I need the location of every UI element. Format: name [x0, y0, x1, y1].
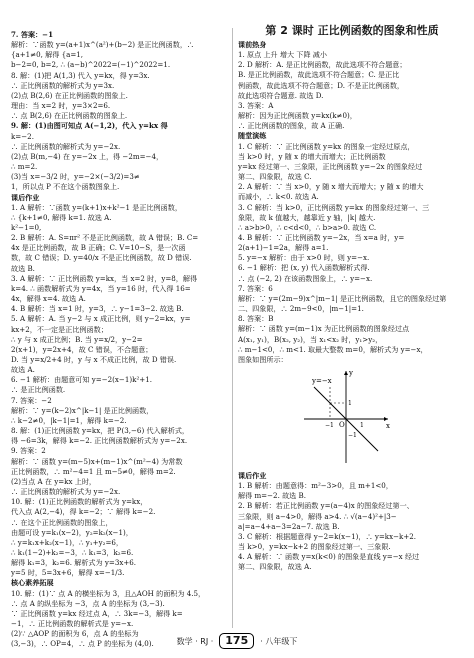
text-line: 2(a+1)−1=2a，解得 a=1. — [238, 243, 329, 253]
text-line: 故选 B. — [11, 263, 35, 273]
tick-label-y-neg: −1 — [348, 432, 357, 439]
text-line: 由题可设 y=k₁(x−2)，y₂=k₂(x−1)， — [11, 527, 133, 537]
text-line: y=5 时，5=3x+6，解得 x=−1/3. — [11, 568, 125, 578]
section-heading: 随堂演练 — [238, 131, 267, 141]
text-line: 5. A 解析：A. 当 y−2 与 x 成正比例，则 y−2=kx，y= — [11, 314, 191, 324]
text-line: (3,−3)，∴ OP=4，∴ 点 P 的坐标为 (4,0). — [11, 639, 154, 649]
text-line: 故选 A. — [11, 365, 35, 375]
text-line: 第二、四象限，故选 C. — [238, 172, 312, 182]
text-line: k=−2. — [11, 131, 34, 141]
text-line: 4x 是正比例函数，故 B 正确；C. V=10−S，是一次函 — [11, 243, 186, 253]
text-line: 例函数，故此选项不符合题意；D. 不是正比例函数， — [238, 80, 405, 90]
tick-label-x-pos: 1 — [360, 422, 364, 429]
text-line: 10. 解：(1)正比例函数的解析式为 y=kx， — [11, 497, 148, 507]
text-line: (3)当 x=−3/2 时，y=−2×(−3/2)=3≠ — [11, 172, 140, 182]
tick-label-y-pos: 1 — [348, 400, 352, 407]
right-column — [238, 24, 466, 573]
text-line: ∴ 正比例函数的解析式为 y=−2x. — [11, 141, 121, 151]
text-line: 2. B 解析：A. S=πr² 不是正比例函数，故 A 错误；B. C= — [11, 233, 199, 243]
text-line: ∴ m−1<0，∴ m<1. 取最大整数 m=0，解析式为 y=−x， — [238, 344, 428, 354]
footer-grade: · 八年级下 — [260, 636, 298, 646]
text-line: 7. 答案：−2 — [11, 395, 52, 405]
page-footer — [0, 630, 474, 652]
text-line: 象限，故 k 值越大，越靠近 y 轴，|k| 越大. — [238, 212, 376, 222]
text-line: 1. A 解析：∵函数 y=(k+1)x+k²−1 是正比例函数， — [11, 202, 182, 212]
text-line: ∴ k−2≠0，|k−1|=1，解得 k=−2. — [11, 415, 127, 425]
footer-subject: 数学 · RJ · — [176, 636, 214, 646]
text-line: 10. 解：(1)∵ 点 A 的横坐标为 3，且△AOH 的面积为 4.5， — [11, 588, 206, 598]
text-line: 8. 答案：B — [238, 314, 274, 324]
text-line: ∴ 正比例函数的图象，故 A 正确. — [238, 121, 345, 131]
text-line: b−2=0, b=2, ∴ (a−b)^2022=(−1)^2022=1. — [11, 60, 171, 70]
text-line: 解析：∵ y=(2m−9)x^|m−1| 是正比例函数，且它的图象经过第 — [238, 293, 447, 303]
text-line: ∴ 点 A 的纵坐标为 −3，点 A 的坐标为 (3,−3). — [11, 598, 165, 608]
text-line: a|=a−4+a−3=2a−7. 故选 B. — [238, 521, 340, 531]
text-line: ∴ {k+1≠0, 解得 k=1. 故选 A. — [11, 212, 112, 222]
text-line: 而减小，∴ k<0. 故选 A. — [238, 192, 319, 202]
section-heading: 课后作业 — [238, 471, 267, 480]
origin-label: O — [339, 421, 345, 429]
text-line: 二、四象限，∴ 2m−9<0，|m−1|=1. — [238, 304, 364, 314]
y-axis-label: y — [349, 369, 353, 377]
text-line: 解得 k₁=3，k₂=6. 解析式为 y=3x+6. — [11, 558, 137, 568]
text-line: 8. 解：(1)把 A(1,3) 代入 y=kx，得 y=3x. — [11, 70, 150, 80]
text-line: 4. B 解析：∵ 正比例函数 y=−2x，当 x=a 时，y= — [238, 232, 405, 242]
right-column-text-after — [238, 471, 466, 573]
y-axis-arrow — [344, 371, 348, 375]
text-line: ∴ a>b>0，∴ c<d<0，∴ b>a>0. 故选 C. — [238, 222, 377, 232]
text-line: ∴ k₁(1−2)+k₂=−3，∴ k₁=3，k₂=6. — [11, 547, 134, 557]
text-line: 代入点 A(2,−4)，得 k=−2；∵ 解得 k=−2. — [11, 507, 156, 517]
text-line: ∴ y 与 x 成正比例；B. 当 y=x/2，y−2= — [11, 334, 143, 344]
text-line: 当 k>0，y=kx−k+2 的图象经过第一、三象限. — [238, 542, 391, 552]
text-line: 5. y=−x 解析：由于 x>0 时，则 y=−x. — [238, 253, 370, 263]
text-line: 3. 答案：A — [238, 100, 274, 110]
tick-label-x-neg: −1 — [325, 422, 334, 429]
text-line: 1，所以点 P 不在这个函数图象上. — [11, 182, 120, 192]
lesson-title: 第 2 课时 正比例函数的图象和性质 — [265, 24, 439, 37]
text-line: 图象如图所示： — [238, 354, 288, 364]
text-line: A(x₁, y₁)，B(x₂, y₂)，当 x₁<x₂ 时，y₁>y₂， — [238, 334, 383, 344]
text-line: 3. C 解析：根据题意得 y−2=k(x−1)，∴ y=kx−k+2. — [238, 531, 417, 541]
text-line: k²−1=0, — [11, 222, 42, 232]
text-line: 解析：因为正比例函数 y=kx(k≠0)， — [238, 111, 357, 121]
text-line: D. 当 y=x/2+4 时，y 与 x 不成正比例，故 D 错误. — [11, 355, 177, 364]
text-line: ∴ m=2. — [11, 162, 38, 172]
text-line: B. 是正比例函数，故此选项不符合题意；C. 是正比 — [238, 70, 400, 80]
text-line: (2)∵ △AOP 的面积为 6，点 A 的坐标为 — [11, 629, 139, 639]
text-line: 三象限，则 a−4>0，解得 a>4. ∴ √(a−4)²+|3− — [238, 511, 397, 521]
text-line: 数，故 C 错误；D. y=40/x 不是正比例函数，故 D 错误. — [11, 253, 192, 263]
text-line: ∵ 正比例函数 y=kx 经过点 A，∴ 3k=−3，解得 k= — [11, 608, 183, 618]
text-line: 4. B 解析：当 x=1 时，y=3，∴ y−1=3−2. 故选 B. — [11, 304, 184, 314]
text-line: {a+1≠0, 解得 {a=1, — [11, 50, 84, 60]
text-line: 2. D 解析：A. 是正比例函数，故此选项不符合题意； — [238, 60, 407, 70]
text-line: 4x，解得 x=4. 故选 A. — [11, 294, 86, 304]
text-line: (2)点 B(2,6) 在正比例函数的图象上. — [11, 90, 128, 100]
page-number: 175 — [219, 633, 254, 649]
x-axis-label: x — [386, 422, 390, 430]
text-line: 4. A 解析：∵ 函数 y=x(k<0) 的图象是直线 y=−x 经过 — [238, 552, 420, 562]
left-column — [11, 30, 226, 650]
text-line: 1. C 解析：∵ 正比例函数 y=kx 的图象一定经过原点， — [238, 141, 415, 151]
text-line: 7. 答案：6 — [238, 283, 273, 293]
graph-svg — [300, 367, 392, 467]
text-line: ∴ 点 (−2, 2) 在该函数图象上，∴ y=−x. — [238, 273, 373, 283]
text-line: 解析：∵函数 y=(a+1)x^(a²)+(b−2) 是正比例函数，∴ — [11, 40, 195, 50]
section-heading: 核心素养拓展 — [11, 578, 54, 588]
text-line: (2)当点 A 在 y=kx 上时， — [11, 476, 97, 486]
text-line: 3. A 解析：∵ 正比例函数 y=kx，当 x=2 时，y=8，解得 — [11, 273, 198, 283]
x-axis-arrow — [384, 417, 388, 421]
column-divider — [232, 28, 233, 628]
text-line: 2. A 解析：∵ 当 x>0，y 随 x 增大而增大；y 随 x 的增大 — [238, 182, 424, 192]
text-line: ∴ 点 B(2,6) 在正比例函数的图象上. — [11, 111, 128, 121]
text-line: 解得 m=−2. 故选 B. — [238, 491, 306, 501]
text-line: 得 −6=3k，解得 k=−2. 正比例函数解析式为 y=−2x. — [11, 436, 188, 446]
text-line: ∴ 正比例函数的解析式为 y=3x. — [11, 80, 115, 90]
text-line: 解析：∵ 函数 y=(m−1)x 为正比例函数的图象经过点 — [238, 324, 410, 334]
text-line: 理由：当 x=2 时，y=3×2=6. — [11, 101, 111, 111]
text-line: 1. B 解析：由题意得：m²−3>0，且 m+1<0， — [238, 481, 393, 491]
text-line: 2(x+1)，y=2x+4，故 C 错误，不合题意； — [11, 344, 153, 354]
text-line: 9. 解：(1)由图可知点 A(−1,2)，代入 y=kx 得 — [11, 121, 168, 131]
text-line: ∴ 是正比例函数. — [11, 385, 66, 395]
section-heading: 课后作业 — [11, 192, 40, 202]
text-line: 9. 答案：2 — [11, 446, 46, 456]
text-line: 3. C 解析：当 k>0，正比例函数 y=kx 的图象经过第一、三 — [238, 202, 430, 212]
text-line: 当 k>0 时，y 随 x 的增大而增大；正比例函数 — [238, 151, 386, 161]
text-line: 解析：∵ y=(k−2)x^|k−1| 是正比例函数， — [11, 405, 154, 415]
text-line: 6. −1 解析：把 (x, y) 代入函数解析式得. — [238, 263, 370, 273]
text-line: 1. 原点 上升 增大 下降 减小 — [238, 50, 327, 60]
text-line: y=kx 经过第一、三象限，正比例函数 y=−2x 的图象经过 — [238, 161, 423, 171]
text-line: k=4. ∴ 函数解析式为 y=4x，当 y=16 时，代入得 16= — [11, 283, 191, 293]
text-line: ∴ 在这个正比例函数的图象上， — [11, 517, 113, 527]
text-line: ∴ 正比例函数的解析式为 y=−2x. — [11, 487, 121, 497]
text-line: 解析：∵ 函数 y=(m−5)x+(m−1)x^(m²−4) 为常数 — [11, 456, 183, 466]
line-label: y=−x — [312, 377, 332, 385]
function-graph — [238, 367, 466, 469]
text-line: −1，∴ 正比例函数的解析式是 y=−x. — [11, 619, 134, 629]
text-line: ∴ y=k₁x+k₂(x−1)，∴ y₁+y₂=6， — [11, 537, 124, 547]
section-heading: 课前热身 — [238, 40, 267, 49]
text-line: 8. 解：(1)正比例函数 y=kx，把 P(3,−6) 代入解析式， — [11, 426, 190, 436]
text-line: (2)点 B(m,−4) 在 y=−2x 上，得 −2m=−4， — [11, 151, 164, 161]
text-line: 故此选项符合题意. 故选 D. — [238, 90, 324, 100]
text-line: 2. B 解析：若正比例函数 y=(a−4)x 的图象经过第一、 — [238, 501, 414, 511]
text-line: kx+2，不一定是正比例函数； — [11, 324, 108, 334]
text-line: 正比例函数，∴ m²−4=1 且 m−5≠0，解得 m=2. — [11, 466, 176, 476]
text-line: 第二、四象限，故选 A. — [238, 562, 312, 572]
text-line: 7. 答案：−1 — [11, 30, 54, 39]
text-line: 6. −1 解析：由题意可知 y=−2(x−1)k²+1. — [11, 375, 152, 385]
right-column-text — [238, 40, 466, 365]
